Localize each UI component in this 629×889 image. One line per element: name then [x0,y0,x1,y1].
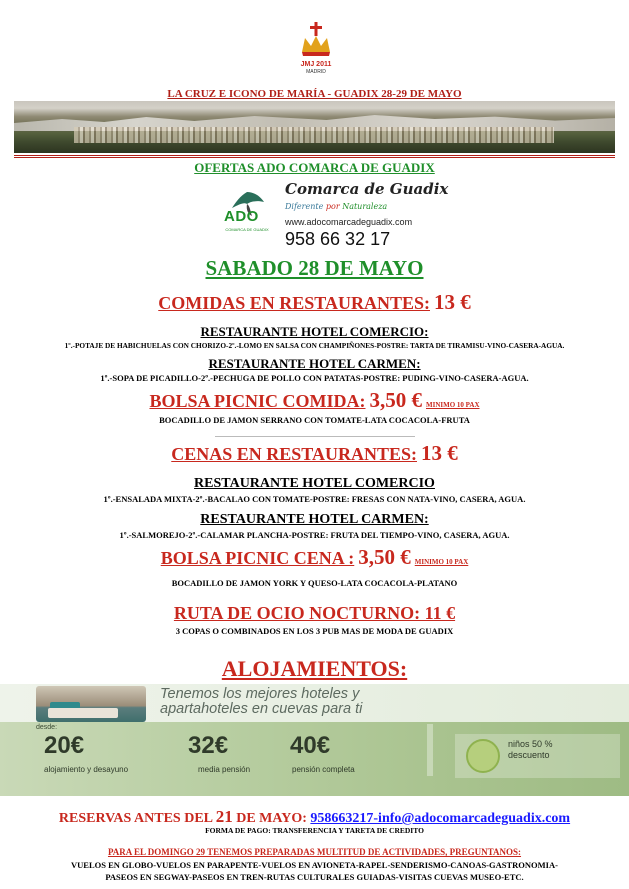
bolsa-comida-minimo: MINIMO 10 PAX [426,401,480,409]
cenas-rest1-menu: 1º.-ENSALADA MIXTA-2º.-BACALAO CON TOMATE-POSTRE: FRESAS CON NATA-VINO, CASERA, AGUA. [103,494,526,504]
slogan-b: por [325,202,340,211]
guadix-panorama-image [14,101,615,153]
cenas-title: CENAS EN RESTAURANTES: [171,444,417,464]
banner-desde: desde: [36,724,58,731]
price-alojamiento-desayuno: 20€ [44,732,85,759]
comidas-rest2-name: RESTAURANTE HOTEL CARMEN: [208,356,421,371]
jmj-city: MADRID [306,69,326,75]
header-title: LA CRUZ E ICONO DE MARÍA - GUADIX 28-29 DE MAYO [167,88,462,100]
bolsa-cena-heading [0,545,629,570]
label-pension-completa: pensión completa [292,765,355,774]
ruta-title: RUTA DE OCIO NOCTURNO: 11 € [173,603,456,623]
domingo-title: PARA EL DOMINGO 29 TENEMOS PREPARADAS MULTITUD DE ACTIVIDADES, PREGUNTANOS: [107,847,522,857]
reservas-day: 21 [215,807,233,826]
reservas-line [0,807,629,827]
banner-line2: apartahoteles en cuevas para ti [160,701,363,717]
kids-line2: descuento [508,750,550,760]
actividades-line2: PASEOS EN SEGWAY-PASEOS EN TREN-RUTAS CULTURALES GUIADAS-VISITAS CUEVAS MUSEO-ETC. [105,872,524,882]
divider [14,157,615,158]
divider [215,436,415,437]
bolsa-comida-heading [0,388,629,413]
cenas-rest2-menu: 1º.-SALMOREJO-2º.-CALAMAR PLANCHA-POSTRE: FRUTA DEL TIEMPO-VINO, CASERA, AGUA. [119,530,510,540]
reservas-prefix: RESERVAS ANTES DEL [58,811,216,826]
comidas-title: COMIDAS EN RESTAURANTES: [158,293,430,313]
bolsa-cena-title: BOLSA PICNIC CENA : [160,548,355,568]
price-media-pension: 32€ [188,732,229,759]
ruta-desc: 3 COPAS O COMBINADOS EN LOS 3 PUB MAS DE MODA DE GUADIX [175,626,454,636]
cenas-rest2-name: RESTAURANTE HOTEL CARMEN: [200,512,429,527]
comidas-heading [0,290,629,315]
comidas-rest1-menu: 1º.-POTAJE DE HABICHUELAS CON CHORIZO-2º.-LOMO EN SALSA CON CHAMPIÑONES-POSTRE: TARTA DE TIRAMISU-VINO-CASERA-AGUA. [64,341,565,350]
label-media-pension: media pensión [198,765,251,774]
price-pension-completa: 40€ [290,732,331,759]
comidas-rest2-menu: 1º.-SOPA DE PICADILLO-2º.-PECHUGA DE POLLO CON PATATAS-POSTRE: PUDING-VINO-CASERA-AGUA. [100,373,529,383]
kids-line1: niños 50 % [508,739,553,749]
comarca-title: Comarca de Guadix [285,180,449,198]
bolsa-comida-desc: BOCADILLO DE JAMON SERRANO CON TOMATE-LATA COCACOLA-FRUTA [159,415,470,425]
jmj-2011-logo [296,22,336,78]
banner-line1: Tenemos los mejores hoteles y [160,686,360,702]
slogan-c: Naturaleza [342,202,388,211]
bolsa-comida-title: BOLSA PICNIC COMIDA: [149,391,366,411]
banner-headline [160,687,362,717]
ado-subtitle: COMARCA DE GUADIX [225,227,269,232]
forma-pago: FORMA DE PAGO: TRANSFERENCIA Y TARETA DE CREDITO [205,826,424,835]
cenas-rest1-name: RESTAURANTE HOTEL COMERCIO [194,476,435,491]
bolsa-cena-minimo: MINIMO 10 PAX [414,558,469,566]
cenas-price: 13 € [420,441,458,465]
hotel-room-photo [36,686,146,722]
smiley-face-icon [466,739,500,773]
ofertas-title: OFERTAS ADO COMARCA DE GUADIX [194,160,435,175]
jmj-text: JMJ 2011 [300,61,332,68]
comarca-url: www.adocomarcadeguadix.com [285,217,413,227]
divider [427,724,433,776]
bolsa-cena-price: 3,50 € [358,545,411,569]
cenas-heading [0,441,629,466]
ado-name: ADO [224,208,259,225]
bolsa-comida-price: 3,50 € [369,388,422,412]
comarca-slogan [285,202,387,211]
reservas-suffix: DE MAYO: [232,811,311,826]
alojamientos-title: ALOJAMIENTOS: [221,656,408,681]
slogan-a: Diferente [285,202,324,211]
comidas-price: 13 € [433,290,471,314]
bolsa-cena-desc: BOCADILLO DE JAMON YORK Y QUESO-LATA COCACOLA-PLATANO [171,578,458,588]
divider [14,155,615,156]
label-alojamiento-desayuno: alojamiento y desayuno [44,765,129,774]
actividades-line1: VUELOS EN GLOBO-VUELOS EN PARAPENTE-VUELOS EN AVIONETA-RAPEL-SENDERISMO-CANOAS-GASTRONOMIA- [71,860,558,870]
kids-discount [508,739,553,761]
comarca-phone: 958 66 32 17 [285,229,391,249]
sabado-title: SABADO 28 DE MAYO [205,256,424,280]
reservas-contact-link[interactable]: 958663217-info@adocomarcadeguadix.com [310,811,571,826]
comidas-rest1-name: RESTAURANTE HOTEL COMERCIO: [200,324,429,339]
